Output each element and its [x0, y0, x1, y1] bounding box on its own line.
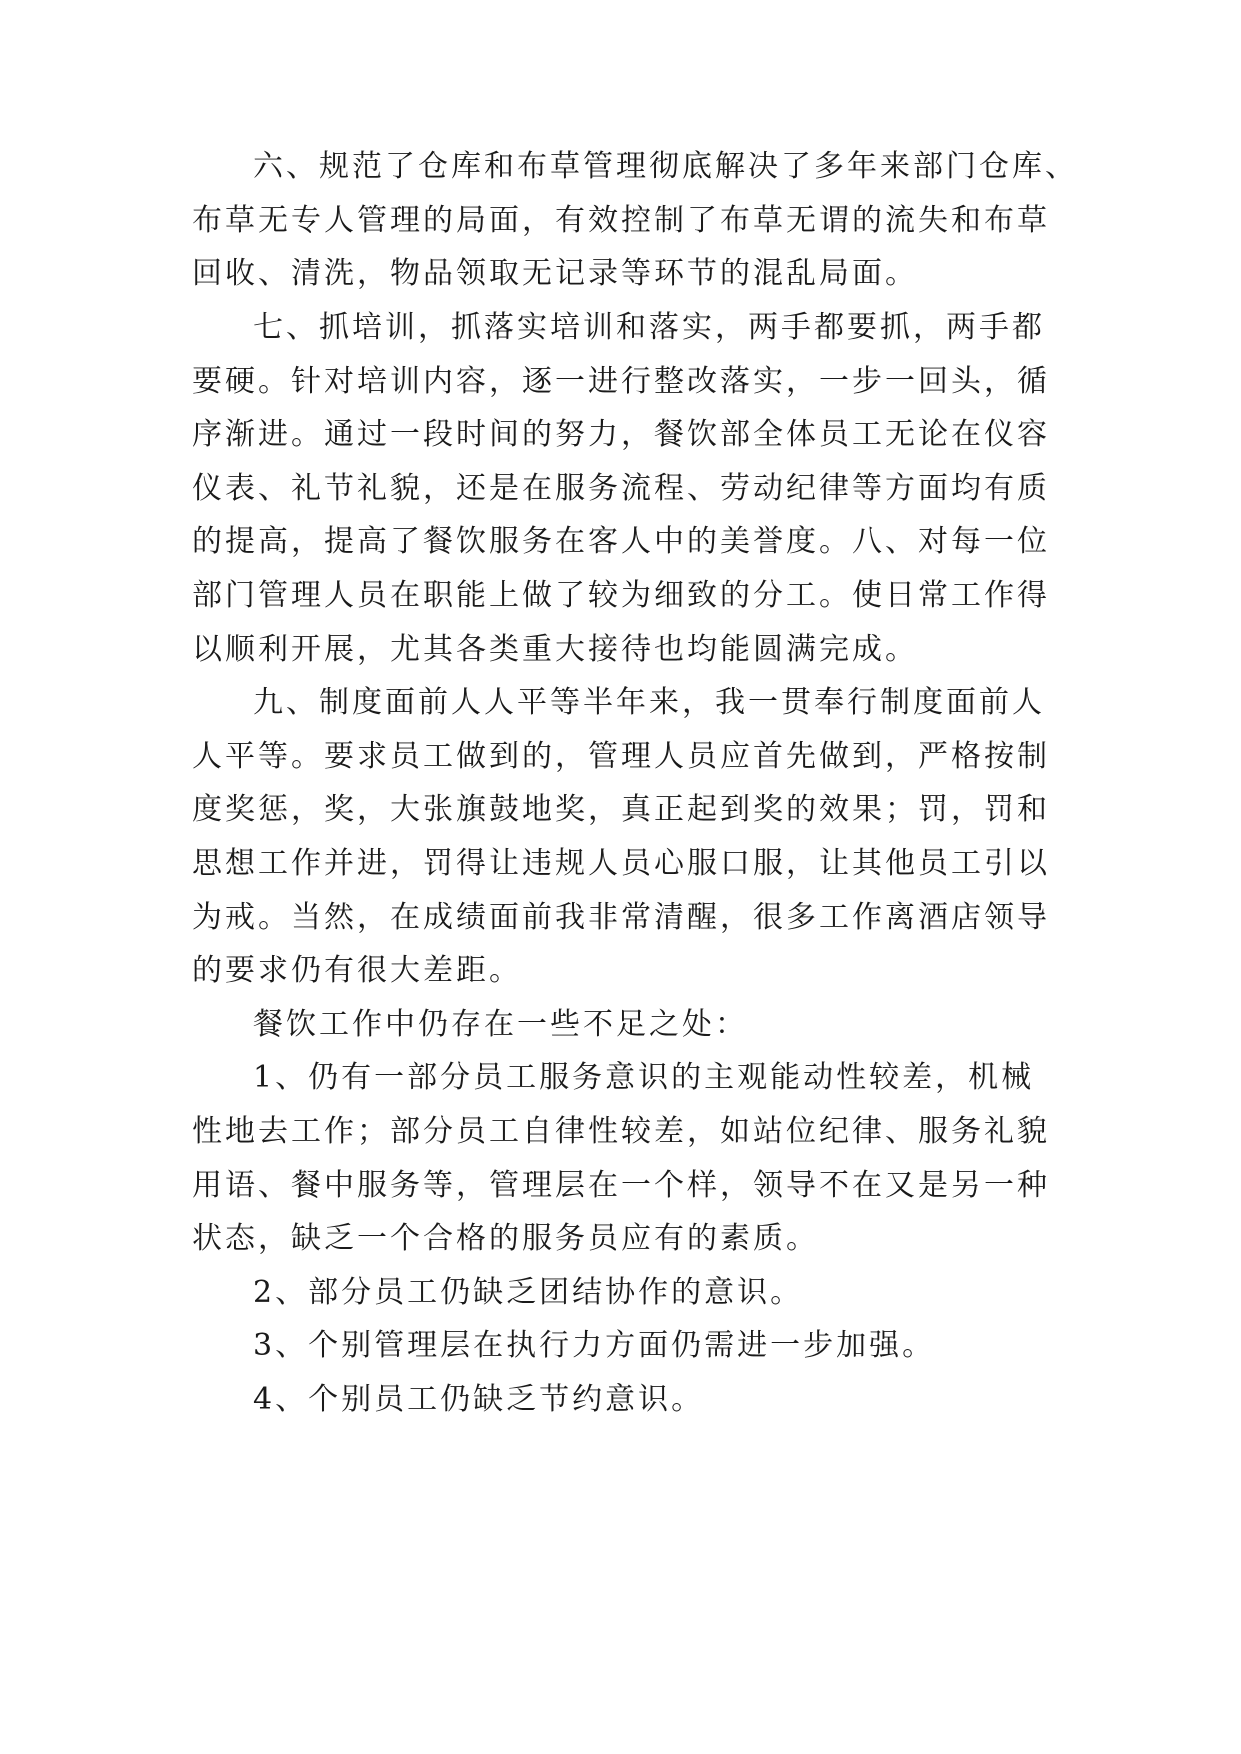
paragraph-9-line-5: 为戒。当然，在成绩面前我非常清醒，很多工作离酒店领导: [192, 900, 1050, 935]
item-1-line-4: 状态，缺乏一个合格的服务员应有的素质。: [192, 1221, 819, 1256]
paragraph-7-line-1: 七、抓培训，抓落实培训和落实，两手都要抓，两手都: [253, 310, 1045, 345]
item-1-line-3: 用语、餐中服务等，管理层在一个样，领导不在又是另一种: [192, 1168, 1050, 1203]
paragraph-6-line-2: 布草无专人管理的局面，有效控制了布草无谓的流失和布草: [192, 203, 1050, 238]
paragraph-6-line-3: 回收、清洗，物品领取无记录等环节的混乱局面。: [192, 256, 918, 291]
paragraph-9-line-2: 人平等。要求员工做到的，管理人员应首先做到，严格按制: [192, 739, 1050, 774]
paragraph-7-line-2: 要硬。针对培训内容，逐一进行整改落实，一步一回头，循: [192, 364, 1050, 399]
paragraph-7-line-3: 序渐进。通过一段时间的努力，餐饮部全体员工无论在仪容: [192, 417, 1050, 452]
paragraph-7-line-4: 仪表、礼节礼貌，还是在服务流程、劳动纪律等方面均有质: [192, 471, 1050, 506]
paragraph-7-line-5: 的提高，提高了餐饮服务在客人中的美誉度。八、对每一位: [192, 524, 1050, 559]
item-1-line-1: 1、仍有一部分员工服务意识的主观能动性较差，机械: [253, 1060, 1035, 1095]
item-1-line-2: 性地去工作；部分员工自律性较差，如站位纪律、服务礼貌: [192, 1114, 1050, 1149]
paragraph-9-line-1: 九、制度面前人人平等半年来，我一贯奉行制度面前人: [253, 685, 1045, 720]
paragraph-7-line-7: 以顺利开展，尤其各类重大接待也均能圆满完成。: [192, 632, 918, 667]
paragraph-9-line-6: 的要求仍有很大差距。: [192, 953, 522, 988]
shortcomings-heading: 餐饮工作中仍存在一些不足之处：: [253, 1007, 748, 1042]
paragraph-9-line-4: 思想工作并进，罚得让违规人员心服口服，让其他员工引以: [192, 846, 1050, 881]
item-3: 3、个别管理层在执行力方面仍需进一步加强。: [253, 1328, 936, 1363]
item-2: 2、部分员工仍缺乏团结协作的意识。: [253, 1275, 804, 1310]
paragraph-7-line-6: 部门管理人员在职能上做了较为细致的分工。使日常工作得: [192, 578, 1050, 613]
paragraph-9-line-3: 度奖惩，奖，大张旗鼓地奖，真正起到奖的效果；罚，罚和: [192, 792, 1050, 827]
paragraph-6-line-1: 六、规范了仓库和布草管理彻底解决了多年来部门仓库、: [253, 149, 1078, 184]
item-4: 4、个别员工仍缺乏节约意识。: [253, 1382, 705, 1417]
